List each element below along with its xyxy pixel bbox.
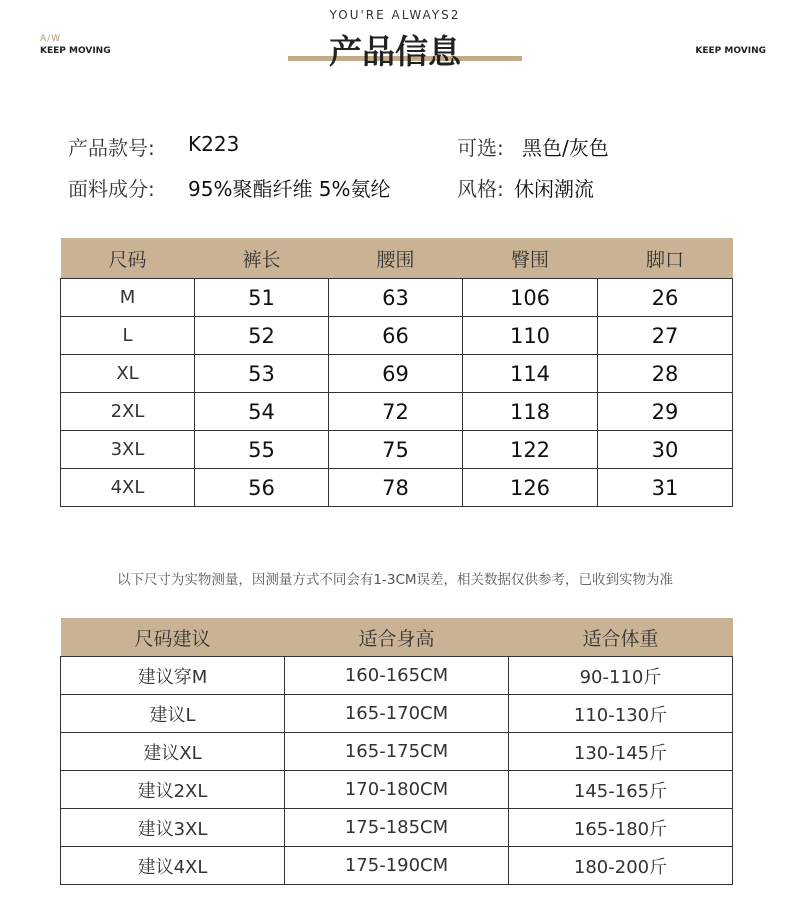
table-cell: 69 [329, 355, 463, 393]
table-cell: 122 [463, 431, 598, 469]
table-cell: 165-170CM [285, 695, 509, 733]
table-cell: 110-130斤 [509, 695, 733, 733]
table-cell: 175-190CM [285, 847, 509, 885]
table-cell: 建议L [61, 695, 285, 733]
table-row [61, 393, 733, 431]
table-cell: 160-165CM [285, 657, 509, 695]
fit-style-label: 风格: [457, 177, 504, 201]
table-cell: 90-110斤 [509, 657, 733, 695]
table-cell: 130-145斤 [509, 733, 733, 771]
size-table-header-cell: 尺码 [61, 238, 195, 279]
recommend-table-header-cell: 尺码建议 [61, 618, 285, 657]
fabric-value: 95%聚酯纤维 5%氨纶 [188, 177, 391, 201]
table-cell: 180-200斤 [509, 847, 733, 885]
keep-moving-right: KEEP MOVING [695, 46, 766, 56]
table-row [61, 657, 733, 695]
table-cell: 31 [598, 469, 733, 507]
table-cell: 建议3XL [61, 809, 285, 847]
table-cell: 54 [195, 393, 329, 431]
table-cell: 63 [329, 279, 463, 317]
fabric-label: 面料成分: [68, 177, 155, 201]
brand-tagline: YOU'RE ALWAYS2 [329, 8, 461, 22]
table-cell: 78 [329, 469, 463, 507]
table-cell: 3XL [61, 431, 195, 469]
table-cell: 170-180CM [285, 771, 509, 809]
table-cell: 66 [329, 317, 463, 355]
table-cell: 建议XL [61, 733, 285, 771]
season-label: A/W [40, 34, 62, 44]
table-cell: XL [61, 355, 195, 393]
table-cell: 75 [329, 431, 463, 469]
size-table-header [61, 238, 733, 279]
table-row [61, 431, 733, 469]
size-table-header-cell: 裤长 [195, 238, 329, 279]
table-cell: 145-165斤 [509, 771, 733, 809]
size-table [60, 238, 733, 507]
table-cell: 56 [195, 469, 329, 507]
table-cell: 72 [329, 393, 463, 431]
table-row [61, 279, 733, 317]
table-cell: 55 [195, 431, 329, 469]
table-cell: 114 [463, 355, 598, 393]
recommend-table-header-cell: 适合身高 [285, 618, 509, 657]
table-cell: 165-175CM [285, 733, 509, 771]
table-cell: 30 [598, 431, 733, 469]
table-cell: 建议4XL [61, 847, 285, 885]
measurement-note: 以下尺寸为实物测量，因测量方式不同会有1-3CM误差，相关数据仅供参考，已收到实物为准 [116, 572, 674, 588]
table-cell: 2XL [61, 393, 195, 431]
table-row [61, 355, 733, 393]
size-table-header-cell: 腰围 [329, 238, 463, 279]
style-number-value: K223 [188, 132, 240, 156]
table-cell: 4XL [61, 469, 195, 507]
size-recommendation-table [60, 618, 733, 885]
table-cell: L [61, 317, 195, 355]
table-row [61, 695, 733, 733]
table-cell: 106 [463, 279, 598, 317]
table-row [61, 469, 733, 507]
table-cell: 53 [195, 355, 329, 393]
table-cell: 175-185CM [285, 809, 509, 847]
fit-style-value: 休闲潮流 [514, 177, 594, 201]
recommend-table-header-cell: 适合体重 [509, 618, 733, 657]
table-cell: 165-180斤 [509, 809, 733, 847]
keep-moving-left: KEEP MOVING [40, 46, 111, 56]
table-row [61, 771, 733, 809]
color-value: 黑色/灰色 [522, 136, 609, 160]
table-row [61, 809, 733, 847]
table-row [61, 733, 733, 771]
table-cell: 28 [598, 355, 733, 393]
table-cell: 52 [195, 317, 329, 355]
table-cell: 51 [195, 279, 329, 317]
recommend-table-header [61, 618, 733, 657]
table-cell: 27 [598, 317, 733, 355]
color-label: 可选: [457, 136, 504, 160]
table-cell: 126 [463, 469, 598, 507]
size-table-header-cell: 脚口 [598, 238, 733, 279]
table-cell: 118 [463, 393, 598, 431]
table-cell: 29 [598, 393, 733, 431]
table-row [61, 847, 733, 885]
table-cell: M [61, 279, 195, 317]
table-row [61, 317, 733, 355]
table-cell: 建议穿M [61, 657, 285, 695]
table-cell: 建议2XL [61, 771, 285, 809]
table-cell: 26 [598, 279, 733, 317]
page-title: 产品信息 [329, 32, 461, 71]
size-table-header-cell: 臀围 [463, 238, 598, 279]
style-number-label: 产品款号: [68, 136, 155, 160]
table-cell: 110 [463, 317, 598, 355]
